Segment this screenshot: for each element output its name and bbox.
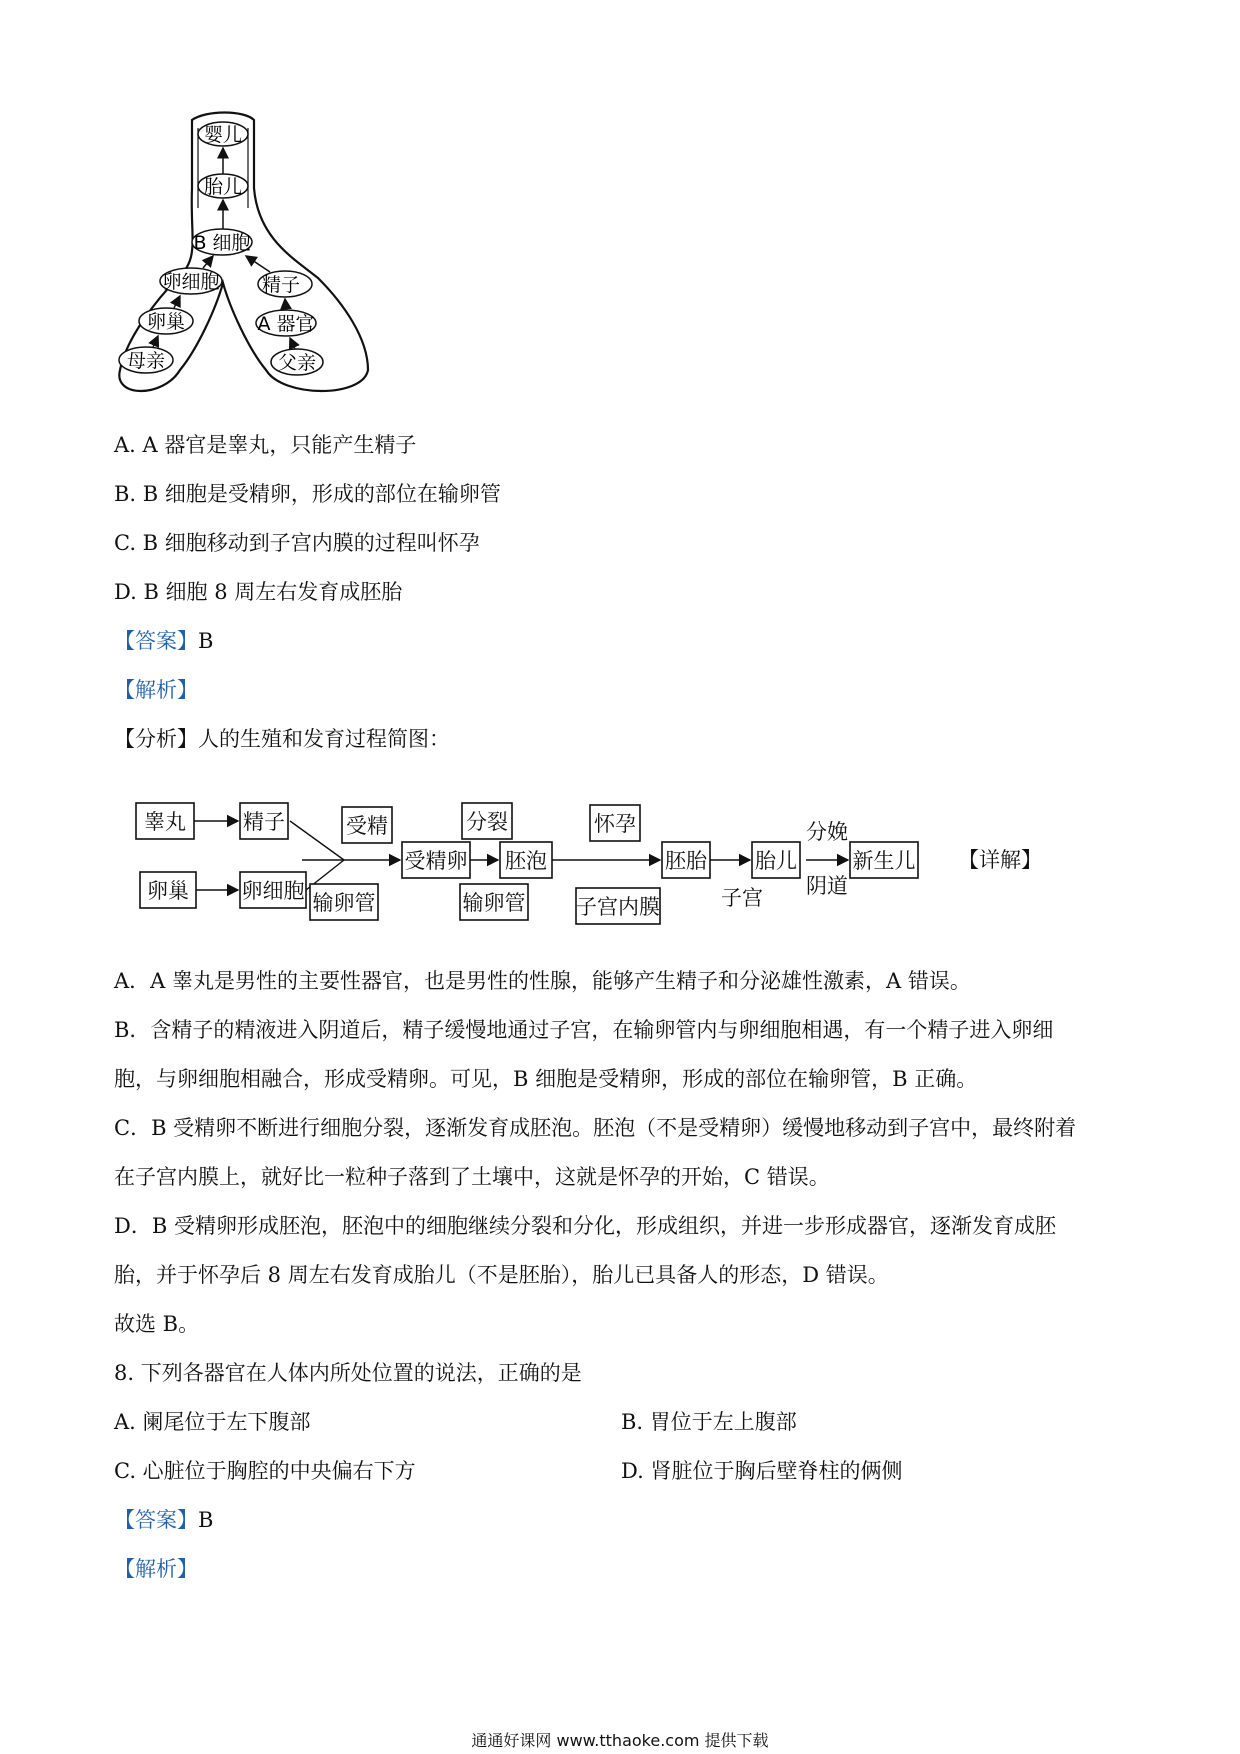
- svg-text:输卵管: 输卵管: [312, 891, 376, 915]
- q7-option-a: A. A 器官是睾丸，只能产生精子: [114, 433, 417, 457]
- svg-text:受精卵: 受精卵: [404, 849, 468, 873]
- box-fertilization-label: [342, 807, 392, 843]
- analysis-intro-text: 人的生殖和发育过程简图：: [198, 727, 450, 751]
- analysis-tag: 【解析】: [114, 678, 198, 702]
- box-testis: [136, 803, 194, 839]
- q8-answer-line: [114, 1507, 213, 1533]
- box-oviduct-1: [310, 884, 378, 920]
- box-fetus: [752, 842, 800, 878]
- explanation-b-line2: 胞，与卵细胞相融合，形成受精卵。可见，B 细胞是受精卵，形成的部位在输卵管，B 正确。: [114, 1067, 978, 1091]
- q8-stem: 8. 下列各器官在人体内所处位置的说法，正确的是: [114, 1361, 582, 1385]
- svg-text:新生儿: 新生儿: [852, 849, 916, 873]
- answer-tag: 【答案】: [114, 1508, 198, 1532]
- svg-text:B 细胞: B 细胞: [193, 232, 251, 254]
- node-ovary: [139, 308, 193, 334]
- node-mother: [119, 347, 173, 373]
- box-newborn: [850, 842, 918, 878]
- explanation-a: A．A 睾丸是男性的主要性器官，也是男性的性腺，能够产生精子和分泌雄性激素，A 错误。: [114, 969, 971, 993]
- node-fetus: [198, 174, 248, 198]
- box-pregnant-label: [590, 805, 640, 841]
- node-baby: [198, 122, 248, 146]
- q7-answer-line: [114, 628, 213, 654]
- svg-text:分裂: 分裂: [466, 810, 508, 834]
- svg-text:怀孕: 怀孕: [594, 812, 636, 836]
- explanation-c-line1: C．B 受精卵不断进行细胞分裂，逐渐发育成胚泡。胚泡（不是受精卵）缓慢地移动到子宫中，最终附着: [114, 1116, 1077, 1140]
- svg-text:胚泡: 胚泡: [505, 849, 547, 873]
- box-egg: [240, 872, 306, 908]
- svg-text:睾丸: 睾丸: [144, 810, 186, 834]
- q8-options-row2: [114, 1458, 903, 1484]
- svg-text:精子: 精子: [243, 810, 285, 834]
- q8-option-d: D. 肾脏位于胸后壁脊柱的俩侧: [621, 1459, 903, 1483]
- svg-text:卵巢: 卵巢: [147, 879, 189, 903]
- svg-text:母亲: 母亲: [126, 350, 166, 372]
- q7-analysis-heading: [114, 677, 198, 703]
- reproduction-flow-diagram: [130, 790, 1110, 930]
- box-zygote: [402, 842, 470, 878]
- explanation-b-line1: B．含精子的精液进入阴道后，精子缓慢地通过子宫，在输卵管内与卵细胞相遇，有一个精子进入卵细: [114, 1018, 1054, 1042]
- box-blastocyst: [500, 842, 552, 878]
- q8-option-a: A. 阑尾位于左下腹部: [114, 1410, 311, 1434]
- box-sperm: [240, 803, 288, 839]
- q7-option-c: C. B 细胞移动到子宫内膜的过程叫怀孕: [114, 531, 480, 555]
- svg-text:胎儿: 胎儿: [203, 176, 243, 198]
- svg-text:卵细胞: 卵细胞: [162, 271, 220, 293]
- answer-value: B: [198, 1508, 214, 1532]
- svg-text:胚胎: 胚胎: [665, 849, 707, 873]
- label-vagina: 阴道: [806, 874, 848, 898]
- analysis-tag: 【解析】: [114, 1557, 198, 1581]
- q8-option-c: C. 心脏位于胸腔的中央偏右下方: [114, 1459, 416, 1483]
- node-sperm: [258, 271, 312, 297]
- svg-text:子宫内膜: 子宫内膜: [576, 895, 660, 919]
- node-b-cell: [192, 229, 252, 255]
- box-uterine-lining: [576, 888, 660, 924]
- svg-text:胎儿: 胎儿: [755, 849, 797, 873]
- reproduction-diagram: [118, 108, 378, 398]
- q8-analysis-heading: [114, 1556, 198, 1582]
- explanation-d-line1: D．B 受精卵形成胚泡，胚泡中的细胞继续分裂和分化，形成组织，并进一步形成器官，逐渐发育成胚: [114, 1214, 1056, 1238]
- answer-tag: 【答案】: [114, 629, 198, 653]
- box-ovary: [140, 872, 196, 908]
- label-uterus: 子宫: [721, 886, 763, 910]
- svg-text:卵巢: 卵巢: [146, 311, 186, 333]
- svg-text:输卵管: 输卵管: [462, 891, 526, 915]
- svg-text:精子: 精子: [261, 274, 301, 296]
- page-footer: 通通好课网 www.tthaoke.com 提供下载: [471, 1731, 769, 1750]
- node-egg: [160, 268, 222, 294]
- svg-text:婴儿: 婴儿: [203, 124, 243, 146]
- svg-text:A 器官: A 器官: [257, 313, 315, 335]
- node-father: [271, 349, 323, 375]
- q7-option-d: D. B 细胞 8 周左右发育成胚胎: [114, 580, 403, 604]
- svg-text:受精: 受精: [346, 814, 388, 838]
- svg-text:父亲: 父亲: [277, 352, 317, 374]
- analysis-intro-tag: 【分析】: [114, 727, 198, 751]
- explanation-d-line2: 胎，并于怀孕后 8 周左右发育成胎儿（不是胚胎），胎儿已具备人的形态，D 错误。: [114, 1263, 889, 1287]
- q7-option-b: B. B 细胞是受精卵，形成的部位在输卵管: [114, 482, 501, 506]
- box-embryo: [662, 842, 710, 878]
- q8-options-row1: [114, 1409, 797, 1435]
- q8-option-b: B. 胃位于左上腹部: [621, 1410, 797, 1434]
- svg-text:卵细胞: 卵细胞: [241, 879, 305, 903]
- box-oviduct-2: [460, 884, 528, 920]
- box-split-label: [462, 803, 512, 839]
- q7-analysis-intro: [114, 726, 450, 752]
- node-a-organ: [256, 310, 316, 336]
- label-birth: 分娩: [806, 820, 848, 844]
- answer-value: B: [198, 629, 214, 653]
- explanation-c-line2: 在子宫内膜上，就好比一粒种子落到了土壤中，这就是怀孕的开始，C 错误。: [114, 1165, 830, 1189]
- detail-tag: 【详解】: [958, 848, 1042, 872]
- conclusion: 故选 B。: [114, 1312, 200, 1336]
